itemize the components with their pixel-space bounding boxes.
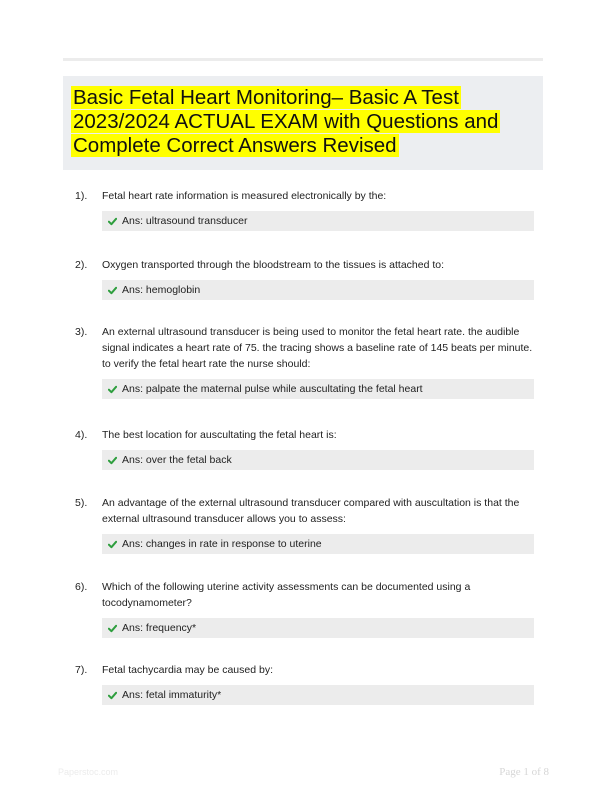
checkmark-icon [108,385,117,394]
answer-box [102,534,534,554]
question-list [63,188,543,712]
answer-box [102,618,534,638]
answer-text: Ans: fetal immaturity* [122,689,222,701]
checkmark-icon [108,456,117,465]
question-text: Fetal heart rate information is measured electronically by the: [102,190,387,202]
question-number: 4). [75,429,88,441]
question-number: 2). [75,259,88,271]
title-banner [63,76,543,170]
question-number: 5). [75,497,88,509]
answer-box [102,280,534,300]
answer-box [102,450,534,470]
answer-box [102,685,534,705]
question-text: An advantage of the external ultrasound transducer compared with auscultation is that the external ultrasound transducer allows you to assess: [102,497,520,525]
answer-text: Ans: changes in rate in response to uterine [122,538,322,550]
answer-text: Ans: over the fetal back [122,454,232,466]
question-item-1 [63,188,543,257]
answer-box [102,211,534,231]
question-item-7 [63,662,543,712]
checkmark-icon [108,286,117,295]
checkmark-icon [108,217,117,226]
highlighted-title-text: Basic Fetal Heart Monitoring– Basic A Test 2023/2024 ACTUAL EXAM with Questions and Complete Correct Answers Revised [73,86,499,157]
answer-text: Ans: palpate the maternal pulse while auscultating the fetal heart [122,383,423,395]
document-title [71,86,533,158]
answer-text: Ans: ultrasound transducer [122,215,248,227]
question-number: 7). [75,664,88,676]
question-item-2 [63,257,543,324]
question-text: Fetal tachycardia may be caused by: [102,664,274,676]
answer-text: Ans: hemoglobin [122,284,201,296]
checkmark-icon [108,540,117,549]
question-item-5 [63,495,543,579]
question-text: Oxygen transported through the bloodstream to the tissues is attached to: [102,259,445,271]
answer-box [102,379,534,399]
question-text: Which of the following uterine activity assessments can be documented using a tocodynamometer? [102,581,471,609]
question-text: An external ultrasound transducer is being used to monitor the fetal heart rate. the audible signal indicates a heart rate of 75. the tracing shows a baseline rate of 145 beats per minute. to verify the fetal heart rate the nurse should: [102,326,533,370]
page-number: Page 1 of 8 [499,766,549,778]
answer-text: Ans: frequency* [122,622,197,634]
question-number: 6). [75,581,88,593]
question-text: The best location for auscultating the fetal heart is: [102,429,337,441]
checkmark-icon [108,624,117,633]
question-item-4 [63,427,543,495]
question-number: 1). [75,190,88,202]
question-number: 3). [75,326,88,338]
question-item-3 [63,324,543,427]
top-divider [63,58,543,61]
checkmark-icon [108,691,117,700]
footer-watermark: Paperstoc.com [58,767,119,777]
question-item-6 [63,579,543,662]
